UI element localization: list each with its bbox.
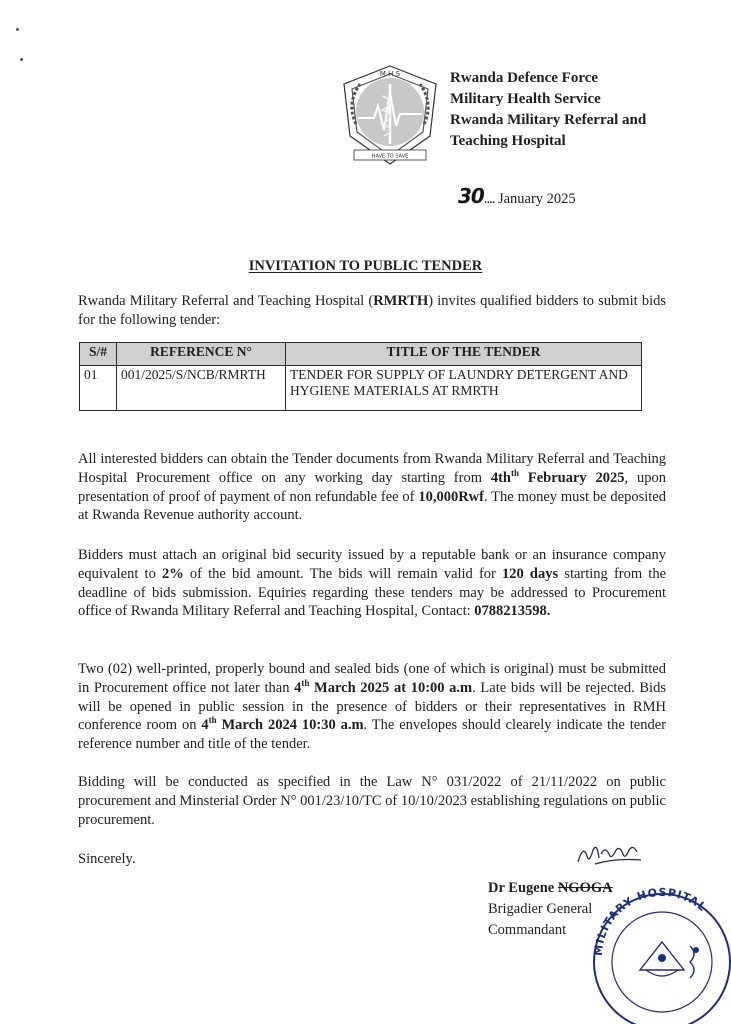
closing: Sincerely. (78, 851, 136, 867)
scan-speck (16, 28, 19, 31)
paragraph-documents (78, 450, 666, 525)
org-line: Military Health Service (450, 91, 601, 107)
document-title: INVITATION TO PUBLIC TENDER (248, 258, 483, 274)
paragraph-text: . The envelopes should clearely indicate the tender reference number and title of the tender. (78, 717, 666, 753)
svg-text:MILITARY HOSPITAL: MILITARY HOSPITAL (591, 885, 710, 957)
paragraph-bold: 120 days (502, 565, 559, 582)
paragraph-text: Bidders must attach an original bid security issued by a reputable bank or an insurance company equivalent to (78, 547, 666, 582)
paragraph-text: All interested bidders can obtain the Tender documents from Rwanda Military Referral and Teaching Hospital Procurement office on any working day starting from (78, 451, 666, 486)
paragraph-text: , upon presentation of proof of payment of non refundable fee of (78, 469, 667, 505)
paragraph-bold: 4th March 2024 10:30 a.m (201, 715, 364, 734)
paragraph-submission (78, 660, 666, 754)
paragraph-text: of the bid amount. The bids will remain valid for (183, 565, 503, 582)
intro-paragraph (78, 292, 666, 330)
intro-bold: RMRTH (373, 293, 429, 309)
tender-table (79, 342, 642, 411)
paragraph-text: Two (02) well-printed, properly bound and sealed bids (one of which is original) must be submitted in Procurement office not later than (78, 661, 666, 696)
letter-date (458, 184, 576, 208)
contact-number: 0788213598. (474, 603, 551, 620)
paragraph-bid-security (78, 546, 666, 621)
paragraph-text: starting from the deadline of bids submission. Equiries regarding these tenders may be addressed to Procurement office of Rwanda Military Referral and Teaching Hospital, Contact: (78, 565, 667, 620)
svg-text:HAVE TO SAVE: HAVE TO SAVE (371, 153, 409, 160)
organization-header (450, 68, 646, 152)
intro-text: Rwanda Military Referral and Teaching Hospital ( (78, 293, 374, 309)
cell-reference: 001/2025/S/NCB/RMRTH (117, 366, 286, 411)
signatory-rank: Brigadier General (488, 901, 593, 917)
column-header-reference: REFERENCE N° (117, 343, 286, 366)
handwritten-day: 30 (458, 184, 484, 208)
paragraph-bold: 4th March 2025 at 10:00 a.m (294, 677, 473, 696)
paragraph-text: . Late bids will be rejected. Bids will be opened in public session in the presence of bidders or their representatives in RMH conference room on (78, 679, 666, 734)
paragraph-regulations: Bidding will be conducted as specified in the Law N° 031/2022 of 21/11/2022 on public procurement and Minsterial Order N° 001/23/10/TC of 10/10/2023 establishing regulations on public procurement. (78, 774, 666, 828)
military-health-service-emblem (338, 62, 442, 170)
org-line: Teaching Hospital (450, 133, 566, 149)
scan-speck (20, 58, 23, 61)
column-header-title: TITLE OF THE TENDER (286, 343, 642, 366)
svg-text:M H S: M H S (379, 70, 401, 78)
table-row (80, 366, 642, 411)
date-dots: .... (483, 191, 495, 207)
paragraph-bold: $4th^{th}$ February 2025 (490, 467, 625, 486)
table-header-row (80, 343, 642, 366)
intro-text: ) invites qualified bidders to submit bids for the following tender: (78, 293, 666, 328)
date-month-year: January 2025 (497, 191, 576, 207)
column-header-sn: S/# (80, 343, 117, 366)
paragraph-bold: 10,000Rwf (418, 488, 484, 505)
paragraph-bold: 2% (161, 565, 184, 582)
org-line: Rwanda Military Referral and (450, 112, 647, 128)
signatory-block (488, 878, 613, 941)
paragraph-text: . The money must be deposited at Rwanda Revenue authority account. (78, 488, 666, 524)
org-line: Rwanda Defence Force (450, 70, 599, 86)
signatory-position: Commandant (488, 922, 567, 938)
cell-title: TENDER FOR SUPPLY OF LAUNDRY DETERGENT AND HYGIENE MATERIALS AT RMRTH (286, 366, 642, 411)
signatory-name: Dr Eugene NGOGA (488, 880, 613, 896)
cell-sn: 01 (80, 366, 117, 411)
